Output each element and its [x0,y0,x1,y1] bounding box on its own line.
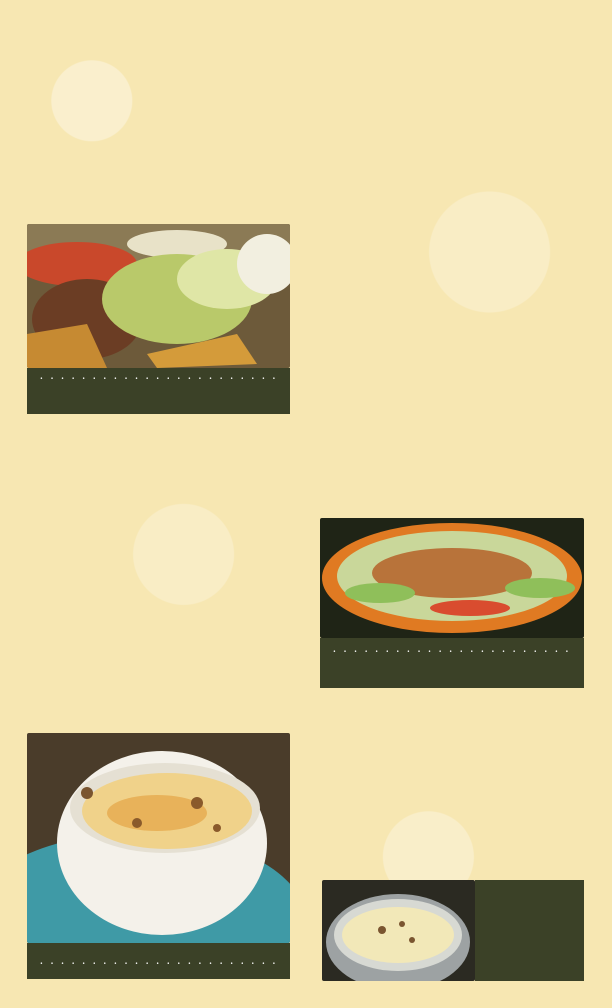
shrimp-bacon-dip-caption [27,943,290,979]
chicken-avocado-salad-caption [320,638,584,688]
queso-fundido-photo [322,880,475,981]
nachos-image [27,224,290,368]
chicken-avocado-salad-image [320,518,584,638]
leader-dots [333,644,571,654]
nachos-supreme-caption [27,368,290,414]
leader-dots [40,956,277,966]
chicken-avocado-salad-photo [320,518,584,638]
nachos-photo [27,224,290,368]
shrimp-bacon-dip-photo [27,733,290,943]
leader-dots [40,371,277,381]
shrimp-bacon-dip-image [27,733,290,943]
queso-fundido-image [322,880,475,981]
queso-fundido-caption [475,880,584,981]
